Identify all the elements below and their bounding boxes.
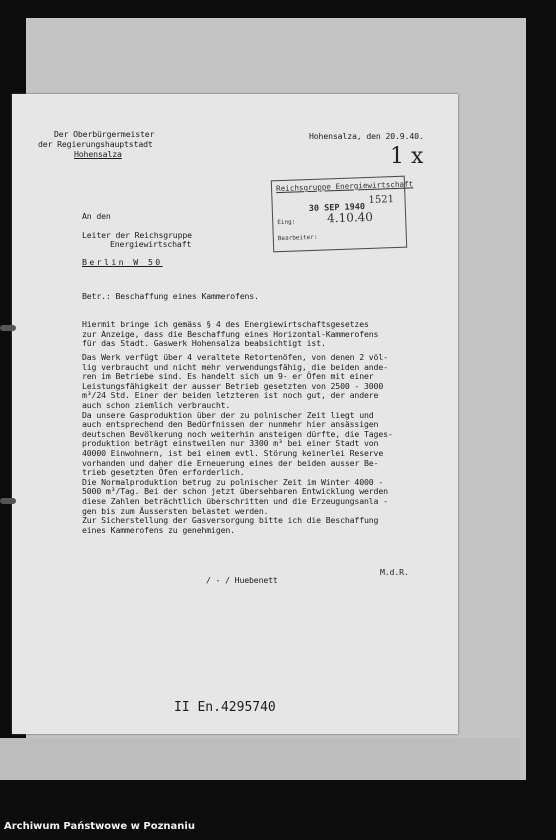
stamp-row-2: Eing: <box>277 218 296 227</box>
sender-line-3: Hohensalza <box>74 149 122 159</box>
bottom-sheet-strip <box>0 738 520 780</box>
body-line: lig verbraucht und nicht mehr verwendungsfähig, die beiden ande- <box>82 361 388 372</box>
body-line: 5000 m³/Tag. Bei der schon jetzt übersehbaren Entwicklung werden <box>82 486 388 497</box>
body-line: zur Anzeige, dass die Beschaffung eines Horizontal-Kammerofens <box>82 328 379 339</box>
body-line: Hiermit bringe ich gemäss § 4 des Energiewirtschaftsgesetzes <box>82 319 369 329</box>
body-line: auch entsprechend den Bedürfnissen der nunmehr hier ansässigen <box>82 419 379 430</box>
body-line: gen bis zum Äussersten belastet werden. <box>82 505 269 516</box>
sender-line-1: Der Oberbürgermeister <box>54 129 155 139</box>
body-line: für das Stadt. Gaswerk Hohensalza beabsichtigt ist. <box>82 338 326 349</box>
place-date: Hohensalza, den 20.9.40. <box>309 131 424 141</box>
body-line: m³/24 Std. Einer der beiden letzteren ist noch gut, der andere <box>82 390 379 401</box>
recipient-line-3: Energiewirtschaft <box>110 239 192 249</box>
body-line: eines Kammerofens zu genehmigen. <box>82 524 235 535</box>
body-line: Da unsere Gasproduktion über der zu polnischer Zeit liegt und <box>82 409 374 420</box>
recipient-line-1: An den <box>82 211 111 221</box>
signature-right: M.d.R. <box>380 567 409 577</box>
binder-clip-top <box>0 325 16 331</box>
body-line: Leistungsfähigkeit der ausser Betrieb gesetzten von 2500 - 3000 <box>82 380 384 391</box>
stamp-handwritten-number: 1521 <box>368 194 395 206</box>
handwritten-mark: 1 x <box>390 144 424 169</box>
body-line: deutschen Bevölkerung noch weiterhin ansteigen dürfte, die Tages- <box>82 428 393 439</box>
body-line: Die Normalproduktion betrug zu polnischer Zeit im Winter 4000 - <box>82 476 384 487</box>
received-stamp <box>271 176 414 253</box>
body-line: 40000 Einwohnern, ist bei einem evtl. Störung keinerlei Reserve <box>82 448 384 458</box>
body-line: Zur Sicherstellung der Gasversorgung bitte ich die Beschaffung <box>82 515 379 526</box>
binder-clip-bottom <box>0 498 16 504</box>
body-line: vorhanden und daher die Erneuerung eines der beiden ausser Be- <box>82 457 379 468</box>
signature-left: / - / Huebenett <box>206 575 278 585</box>
archival-number: II En.4295740 <box>174 700 276 715</box>
recipient-line-4: Berlin W 50 <box>82 257 163 267</box>
body-line: auch schon ziemlich verbraucht. <box>82 400 231 410</box>
body-line: trieb gesetzten Öfen erforderlich. <box>82 467 245 478</box>
stamp-row-3: Bearbeiter: <box>277 233 318 243</box>
body-line: produktion beträgt einstweilen nur 3300 m³ bei einer Stadt von <box>82 438 379 449</box>
archive-name: Archiwum Państwowe w Poznaniu <box>4 821 195 832</box>
stamp-title: Reichsgruppe Energiewirtschaft <box>275 179 414 194</box>
document-page <box>12 94 458 734</box>
body-line: ren im Betriebe sind. Es handelt sich um 9- er Öfen mit einer <box>82 371 374 382</box>
archive-footer <box>0 815 556 840</box>
stamp-handwritten-date: 4.10.40 <box>326 209 374 226</box>
subject-line: Betr.: Beschaffung eines Kammerofens. <box>82 291 259 301</box>
body-line: Das Werk verfügt über 4 veraltete Retortenöfen, von denen 2 völ- <box>82 352 388 362</box>
stamp-date: 30 SEP 1940 <box>308 202 366 215</box>
sender-line-2: der Regierungshauptstadt <box>38 139 153 149</box>
body-line: diese Zahlen beträchtlich überschritten und die Erzeugungsanla - <box>82 496 388 506</box>
recipient-line-2: Leiter der Reichsgruppe <box>82 230 192 240</box>
